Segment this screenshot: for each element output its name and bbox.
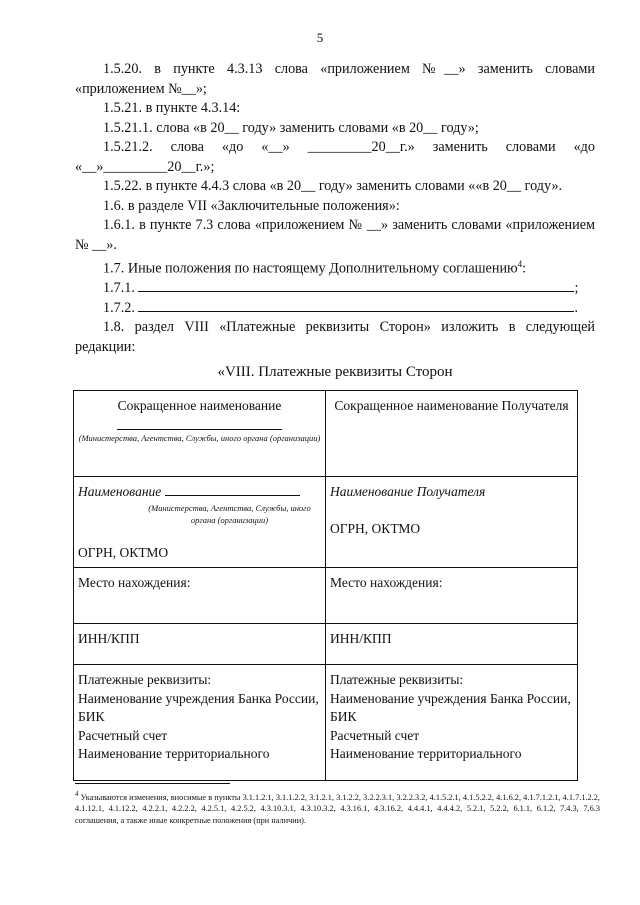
page-number: 5 [316,30,324,45]
table-row [74,477,578,568]
footnote-separator [75,783,230,784]
paragraph-1-7-1 [75,279,595,299]
document-body [75,60,595,383]
paragraph-1-5-21-2: 1.5.21.2. слова «до «__» _________20__г.» заменить словами «до «__»_________20__г.»; [75,139,595,175]
left-account: Расчетный счет [78,727,168,743]
footnote-ref: 4 [517,259,523,269]
left-short-name: Сокращенное наименование [117,398,282,413]
table-row [74,391,578,477]
table-row [74,665,578,781]
table-row [74,624,578,665]
right-territorial-name: Наименование территориального [330,746,522,761]
right-name: Наименование Получателя [330,484,486,499]
table-cell [74,665,326,781]
left-name-note: (Министерства, Агентства, Службы, иного органа (организации) [148,502,311,525]
section-title: «VIII. Платежные реквизиты Сторон [217,364,453,381]
paragraph-1-7-2-end: . [574,299,579,316]
right-short-name: Сокращенное наименование Получателя [334,398,569,413]
table-cell: ИНН/КПП [326,624,578,665]
paragraph-1-6: 1.6. в разделе VII «Заключительные положения»: [103,197,400,214]
table-cell [326,665,578,781]
paragraph-1-7-2 [75,299,595,319]
paragraph-1-7-text: 1.7. Иные положения по настоящему Дополнительному соглашению [103,260,518,277]
left-pay-requisites: Платежные реквизиты: [78,672,212,687]
fill-in-line [165,495,300,496]
footnote-text: Указываются изменения, вносимые в пункты 3.1.1.2.1, 3.1.1.2.2, 3.1.2.1, 3.1.2.2, 3.2.2.3.1, 3.2.2.3.2, 4.1.5.2.1, 4.1.5.2.2, 4.1.6.2, 4.1.7.1.2.1, 4.1.7.1.2.2, 4.1.12.1, 4.1.12.2, 4.2.2.1, 4.2.2.2, 4.2.5.1, 4.2.5.2, 4.3.10.3.1, 4.3.10.3.2, 4.3.16.1, 4.3.16.2, 4.4.4.1, 4.4.4.2, 5.2.1, 5.2.2, 6.1.1, 6.1.2, 7.4.3, 7.6.3 соглашения, а также иные конкретные положения (при наличии). [75,792,600,825]
paragraph-1-7-2-label: 1.7.2. [103,299,135,316]
paragraph-1-8: 1.8. раздел VIII «Платежные реквизиты Сторон» изложить в следующей редакции: [75,319,595,355]
table-cell [326,477,578,568]
right-account: Расчетный счет [330,727,420,743]
signature-line [117,428,282,430]
paragraph-1-7-1-end: ; [574,280,579,297]
fill-in-line [138,291,574,292]
footnote [75,789,600,826]
table-cell [74,477,326,568]
paragraph-1-5-21: 1.5.21. в пункте 4.3.14: [103,100,241,116]
table-cell: ИНН/КПП [74,624,326,665]
table-row [74,568,578,624]
paragraph-1-7-1-label: 1.7.1. [103,280,135,297]
left-territorial-name: Наименование территориального [78,746,270,761]
paragraph-1-6-1: 1.6.1. в пункте 7.3 слова «приложением № __» заменить словами «приложением № __». [75,217,595,253]
left-name: Наименование [78,484,162,499]
left-ogrn: ОГРН, ОКТМО [78,544,169,560]
left-name-row [78,483,321,502]
fill-in-line [138,311,574,312]
table-cell: Место нахождения: [326,568,578,624]
right-ogrn: ОГРН, ОКТМО [330,520,421,536]
table-cell [326,391,578,477]
requisites-table [73,390,578,781]
right-bank-name: Наименование учреждения Банка России, БИК [330,690,571,724]
paragraph-1-7 [75,255,595,279]
paragraph-1-5-20: 1.5.20. в пункте 4.3.13 слова «приложением №__» заменить словами «приложением №__»; [75,61,595,97]
footnote-marker: 4 [75,790,79,798]
right-pay-requisites: Платежные реквизиты: [330,672,464,687]
paragraph-1-7-colon: : [522,260,527,277]
paragraph-1-5-21-1: 1.5.21.1. слова «в 20__ году» заменить словами «в 20__ году»; [103,119,479,136]
paragraph-1-5-22: 1.5.22. в пункте 4.4.3 слова «в 20__ году» заменить словами ««в 20__ году». [103,178,563,194]
left-bank-name: Наименование учреждения Банка России, БИК [78,690,319,724]
table-cell: Место нахождения: [74,568,326,624]
table-cell [74,391,326,477]
left-short-note: (Министерства, Агентства, Службы, иного органа (организации) [78,432,321,443]
